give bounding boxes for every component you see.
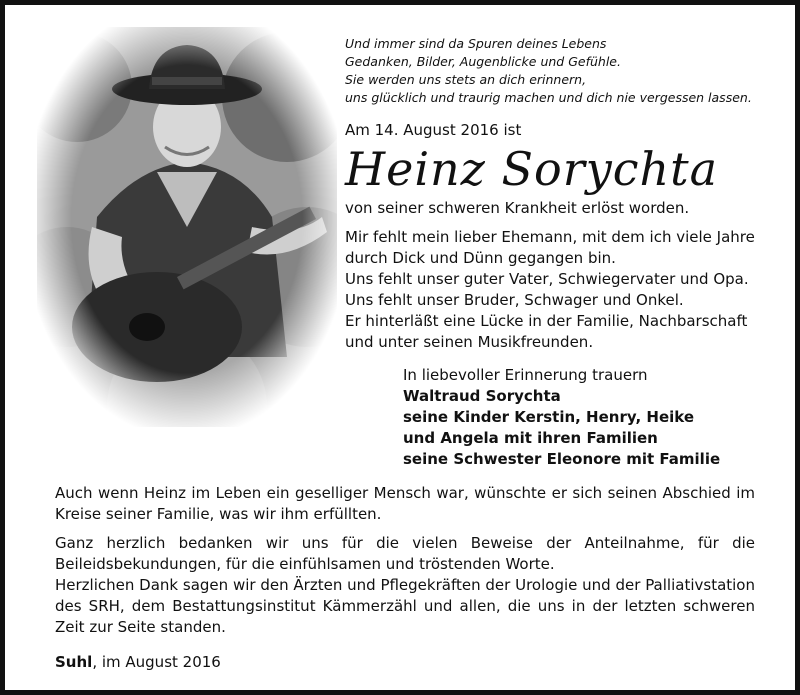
portrait-photo (37, 27, 337, 427)
closing-paragraph-3: Herzlichen Dank sagen wir den Ärzten und Pflegekräften der Urologie und der Palliativstation des SRH, dem Bestattungsinstitut Kämmerzähl und allen, die uns in der letzten schweren Zeit zur Seite standen. (55, 576, 755, 636)
mourner-name: seine Schwester Eleonore mit Familie (403, 450, 721, 468)
mourner-name: und Angela mit ihren Familien (403, 429, 658, 447)
poem-line: Sie werden uns stets an dich erinnern, (345, 72, 587, 87)
mourners-intro: In liebevoller Erinnerung trauern (403, 366, 648, 384)
signature-date: , im August 2016 (92, 653, 221, 671)
mourner-name: seine Kinder Kerstin, Henry, Heike (403, 408, 695, 426)
message-line: Mir fehlt mein lieber Ehemann, mit dem ich viele Jahre (345, 228, 755, 246)
family-message (345, 227, 765, 353)
closing-text (55, 483, 755, 673)
message-line: Uns fehlt unser guter Vater, Schwiegervater und Opa. (345, 270, 749, 288)
intro-line: Am 14. August 2016 ist (345, 121, 522, 139)
closing-paragraph-2: Ganz herzlich bedanken wir uns für die vielen Beweise der Anteilnahme, für die Beileidsbekundungen, für die einfühlsamen und tröstenden Worte. (55, 534, 755, 573)
message-line: Uns fehlt unser Bruder, Schwager und Onkel. (345, 291, 684, 309)
text-column (345, 35, 765, 470)
mourners-block (403, 365, 765, 470)
deceased-name: Heinz Sorychta (345, 142, 719, 196)
signature-place: Suhl (55, 653, 93, 671)
closing-paragraph-1: Auch wenn Heinz im Leben ein geselliger Mensch war, wünschte er sich seinen Abschied im Kreise seiner Familie, was wir ihm erfüllten. (55, 484, 755, 523)
poem-line: Gedanken, Bilder, Augenblicke und Gefühle. (345, 54, 621, 69)
poem-line: uns glücklich und traurig machen und dich nie vergessen lassen. (345, 90, 752, 105)
poem-line: Und immer sind da Spuren deines Lebens (345, 36, 607, 51)
message-line: und unter seinen Musikfreunden. (345, 333, 594, 351)
message-line: Er hinterläßt eine Lücke in der Familie, Nachbarschaft (345, 312, 748, 330)
poem (345, 35, 765, 107)
mourner-name: Waltraud Sorychta (403, 387, 561, 405)
subline: von seiner schweren Krankheit erlöst worden. (345, 199, 690, 217)
signature-line (55, 652, 755, 673)
message-line: durch Dick und Dünn gegangen bin. (345, 249, 616, 267)
